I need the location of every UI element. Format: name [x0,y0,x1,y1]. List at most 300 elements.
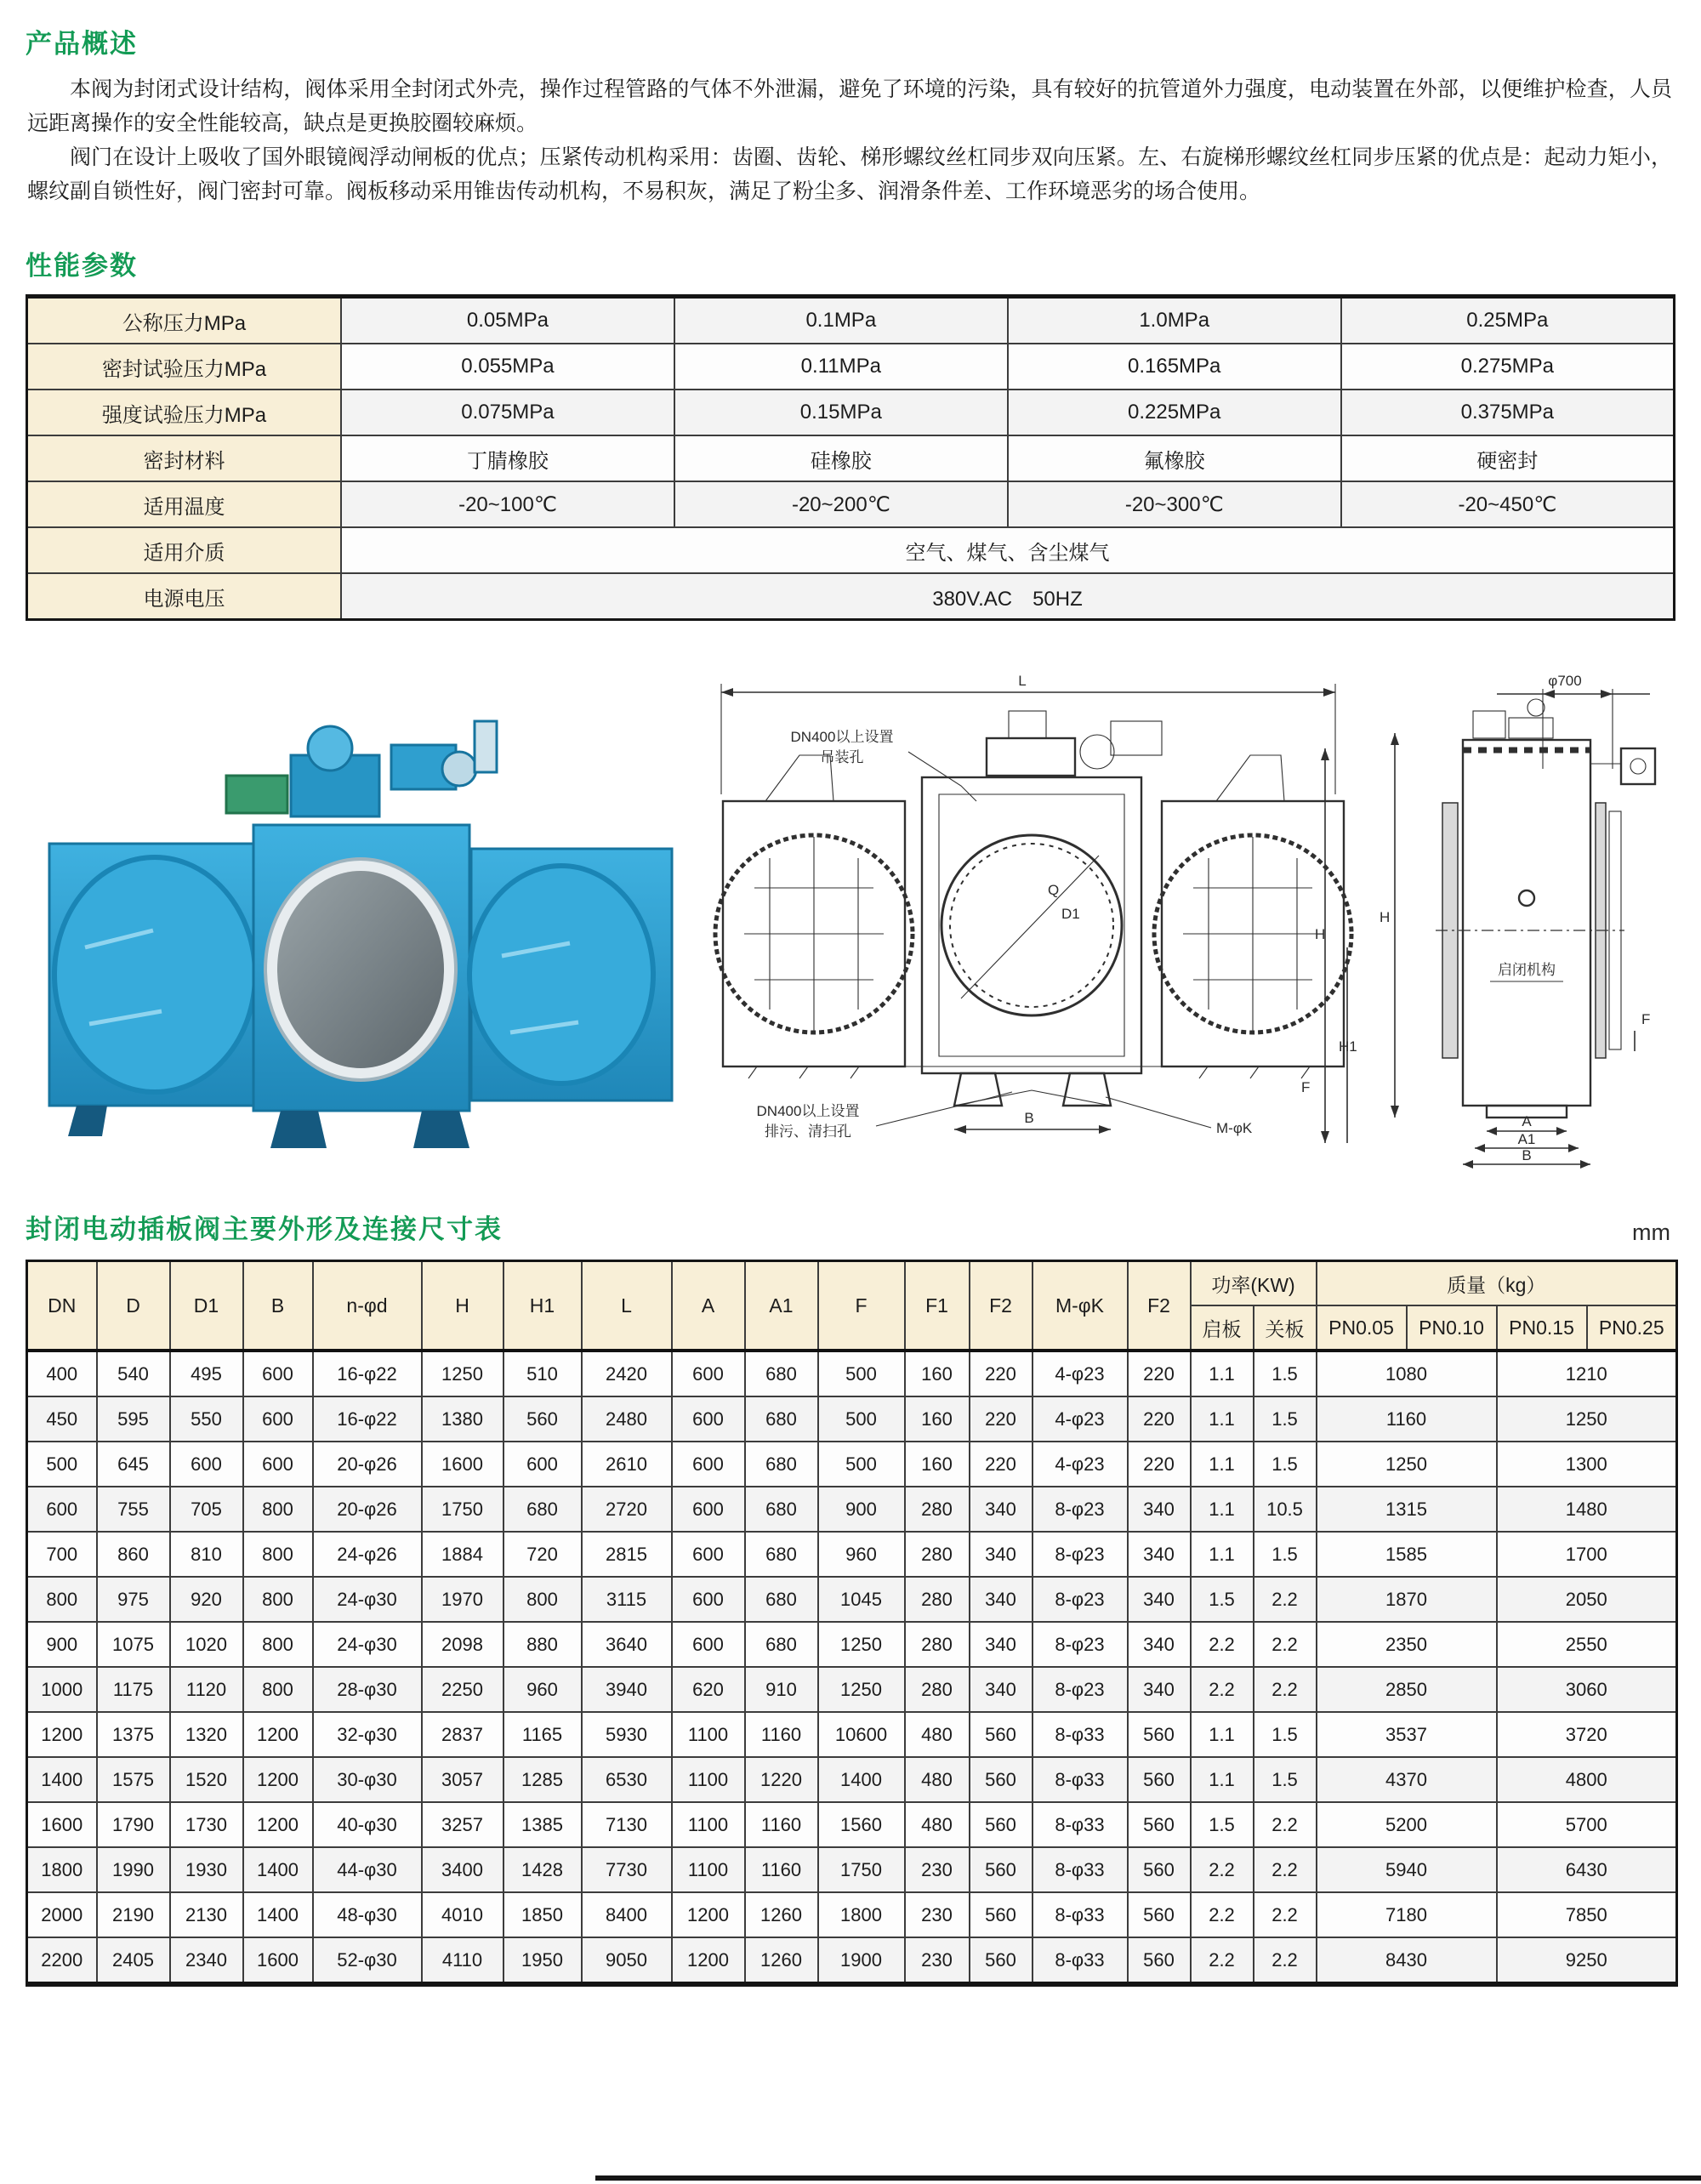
dim-cell: 1400 [243,1847,313,1892]
dim-cell: 4110 [422,1937,503,1984]
product-photo [26,667,706,1160]
dim-cell: 1250 [422,1351,503,1396]
dim-cell: 1100 [672,1757,745,1802]
dim-data-row [27,1802,1677,1847]
dim-cell: 600 [672,1396,745,1442]
dim-cell: 4-φ23 [1033,1351,1128,1396]
dim-cell: 2837 [422,1712,503,1757]
dim-group-header: 质量（kg） [1317,1261,1677,1306]
dim-cell: 560 [1128,1892,1191,1937]
dim-cell: 2.2 [1191,1892,1254,1937]
dim-cell-dn: 800 [27,1577,97,1622]
dim-cell: 40-φ30 [313,1802,422,1847]
dim-col-header: B [243,1261,313,1351]
dim-cell: 1.1 [1191,1442,1254,1487]
overview-paragraphs [27,72,1672,208]
dim-cell: 600 [672,1351,745,1396]
dim-cell: 3115 [582,1577,672,1622]
dim-cell: 280 [905,1577,970,1622]
dim-cell: 3537 [1317,1712,1497,1757]
dim-cell: 560 [503,1396,582,1442]
dim-data-row [27,1351,1677,1396]
dim-cell: 1160 [745,1802,818,1847]
dim-cell: 1200 [243,1802,313,1847]
dim-label-phi700: φ700 [1548,673,1582,689]
dim-cell: 160 [905,1396,970,1442]
dim-cell: 680 [745,1487,818,1532]
dim-cell: 495 [170,1351,243,1396]
dim-cell: 1075 [97,1622,170,1667]
dim-cell: 560 [970,1847,1033,1892]
dim-cell: 32-φ30 [313,1712,422,1757]
dim-cell: 680 [745,1351,818,1396]
perf-row [27,527,1675,573]
dim-cell-dn: 400 [27,1351,97,1396]
dim-cell: 7850 [1497,1892,1677,1937]
side-view-drawing [1361,667,1675,1169]
dim-cell: 1850 [503,1892,582,1937]
dim-cell: 2.2 [1191,1667,1254,1712]
dim-cell: 28-φ30 [313,1667,422,1712]
dim-cell: 8430 [1317,1937,1497,1984]
perf-row [27,435,1675,481]
perf-value-cell: 0.11MPa [674,344,1008,390]
dim-cell: 280 [905,1532,970,1577]
dim-cell: 960 [503,1667,582,1712]
label-D1: D1 [1061,906,1080,922]
dim-cell-dn: 500 [27,1442,97,1487]
dim-label-H: H [1315,926,1326,942]
dim-cell: 4800 [1497,1757,1677,1802]
dim-cell: 1160 [745,1712,818,1757]
dim-cell: 1400 [243,1892,313,1937]
dim-cell: 2340 [170,1937,243,1984]
dim-cell: 9250 [1497,1937,1677,1984]
dimensions-table [26,1260,1678,1987]
dim-cell: 680 [745,1532,818,1577]
dim-cell: 3257 [422,1802,503,1847]
dim-cell: 680 [745,1396,818,1442]
dim-cell: 620 [672,1667,745,1712]
dim-cell: 920 [170,1577,243,1622]
dim-cell: 560 [1128,1937,1191,1984]
valve-motor [226,776,287,813]
perf-row-label: 密封试验压力MPa [27,344,342,390]
dim-cell: 340 [970,1622,1033,1667]
overview-title: 产品概述 [26,29,138,59]
performance-table [26,294,1675,621]
dim-data-row [27,1396,1677,1442]
dim-cell: 2.2 [1254,1667,1317,1712]
dim-cell: 2.2 [1191,1847,1254,1892]
dim-cell: 1585 [1317,1532,1497,1577]
dim-cell: 280 [905,1487,970,1532]
dim-col-header: A1 [745,1261,818,1351]
dim-cell: 1315 [1317,1487,1497,1532]
valve-left-door [54,857,255,1092]
side-dim-B: B [1522,1147,1532,1163]
front-note-top-1: DN400以上设置 [790,729,894,745]
dim-cell: 800 [243,1532,313,1577]
dim-cell: 220 [1128,1442,1191,1487]
dim-cell: 10.5 [1254,1487,1317,1532]
dim-cell: 2350 [1317,1622,1497,1667]
footer-rule [595,2175,1701,2181]
dim-cell-dn: 600 [27,1487,97,1532]
dim-cell: 1200 [243,1712,313,1757]
dim-cell: 560 [1128,1847,1191,1892]
dim-label-H1: H1 [1339,1038,1357,1055]
dim-cell: 800 [243,1622,313,1667]
dim-cell: 1100 [672,1847,745,1892]
dim-cell: 16-φ22 [313,1351,422,1396]
dim-data-row [27,1937,1677,1984]
dim-cell: 1.1 [1191,1487,1254,1532]
perf-value-cell: 氟橡胶 [1008,435,1341,481]
dim-cell: 480 [905,1757,970,1802]
dim-cell: 44-φ30 [313,1847,422,1892]
performance-title: 性能参数 [26,251,138,281]
dim-subcol-header: 启板 [1191,1305,1254,1351]
perf-value-cell: 0.075MPa [341,390,674,435]
dim-cell: 1.5 [1254,1442,1317,1487]
side-dim-A: A [1522,1113,1532,1129]
dim-cell: 1970 [422,1577,503,1622]
perf-row-label: 适用温度 [27,481,342,527]
dim-cell: 2850 [1317,1667,1497,1712]
dim-cell: 2720 [582,1487,672,1532]
dim-cell: 1.5 [1254,1351,1317,1396]
perf-row-label: 强度试验压力MPa [27,390,342,435]
dim-cell: 8-φ33 [1033,1847,1128,1892]
dim-cell: 1700 [1497,1532,1677,1577]
dim-cell: 1.5 [1191,1802,1254,1847]
dim-cell: 1260 [745,1892,818,1937]
label-M-phiK: M-φK [1216,1120,1253,1136]
dim-cell: 1160 [745,1847,818,1892]
dim-cell: 680 [745,1622,818,1667]
dim-data-row [27,1487,1677,1532]
dim-cell: 2.2 [1254,1937,1317,1984]
dim-cell: 800 [243,1667,313,1712]
dim-cell: 3060 [1497,1667,1677,1712]
dim-cell: 1100 [672,1712,745,1757]
dim-cell: 1884 [422,1532,503,1577]
dim-cell: 1045 [818,1577,905,1622]
dim-group-header: 功率(KW) [1191,1261,1317,1306]
dim-cell-dn: 2200 [27,1937,97,1984]
dim-cell: 600 [503,1442,582,1487]
dim-cell: 680 [745,1577,818,1622]
dim-cell: 2190 [97,1892,170,1937]
dim-cell: 1.5 [1254,1712,1317,1757]
dim-cell: 1.5 [1254,1396,1317,1442]
dim-cell-dn: 450 [27,1396,97,1442]
dim-cell: 550 [170,1396,243,1442]
dim-cell: 1385 [503,1802,582,1847]
dim-cell: 880 [503,1622,582,1667]
dim-cell: 560 [970,1712,1033,1757]
dim-cell: 1950 [503,1937,582,1984]
dim-col-header: F2 [970,1261,1033,1351]
dim-cell: 8-φ33 [1033,1937,1128,1984]
dim-col-header: n-φd [313,1261,422,1351]
dim-cell: 500 [818,1396,905,1442]
dim-cell: 220 [1128,1396,1191,1442]
dim-cell: 560 [1128,1712,1191,1757]
dim-cell: 3400 [422,1847,503,1892]
perf-row [27,297,1675,344]
dim-cell: 1428 [503,1847,582,1892]
dim-cell: 1790 [97,1802,170,1847]
perf-value-cell: 0.055MPa [341,344,674,390]
perf-row-label: 电源电压 [27,573,342,620]
dim-cell: 5940 [1317,1847,1497,1892]
dim-cell: 8-φ23 [1033,1667,1128,1712]
dim-cell: 560 [970,1802,1033,1847]
dim-cell: 720 [503,1532,582,1577]
overview-paragraph-2: 阀门在设计上吸收了国外眼镜阀浮动闸板的优点；压紧传动机构采用：齿圈、齿轮、梯形螺纹丝杠同步双向压紧。左、右旋梯形螺纹丝杠同步压紧的优点是：起动力矩小，螺纹副自锁性好，阀门密封可靠。阀板移动采用锥齿传动机构，不易积灰，满足了粉尘多、润滑条件差、工作环境恶劣的场合使用。 [27,145,1672,203]
dim-cell: 1375 [97,1712,170,1757]
dim-cell: 7730 [582,1847,672,1892]
dim-cell: 1.1 [1191,1351,1254,1396]
dim-cell: 900 [818,1487,905,1532]
perf-value-cell: 0.05MPa [341,297,674,344]
dim-cell: 1100 [672,1802,745,1847]
perf-value-cell: -20~200℃ [674,481,1008,527]
dim-cell: 2.2 [1254,1847,1317,1892]
dim-cell: 1260 [745,1937,818,1984]
side-dim-A1: A1 [1517,1131,1536,1147]
dim-label-B: B [1024,1110,1034,1126]
dim-cell: 8-φ23 [1033,1622,1128,1667]
dim-cell: 600 [672,1487,745,1532]
dim-cell: 4-φ23 [1033,1442,1128,1487]
dim-cell: 2550 [1497,1622,1677,1667]
dim-cell: 1600 [422,1442,503,1487]
dim-cell: 8400 [582,1892,672,1937]
dim-cell: 220 [970,1351,1033,1396]
dim-col-header: M-φK [1033,1261,1128,1351]
dim-cell: 600 [672,1442,745,1487]
dim-cell: 1250 [818,1622,905,1667]
dim-cell: 24-φ26 [313,1532,422,1577]
dim-cell: 2098 [422,1622,503,1667]
dim-col-header: H1 [503,1261,582,1351]
dim-cell: 340 [970,1487,1033,1532]
dim-cell: 340 [1128,1667,1191,1712]
dim-cell: 8-φ23 [1033,1532,1128,1577]
dim-cell: 52-φ30 [313,1937,422,1984]
dim-cell: 1800 [818,1892,905,1937]
dim-cell: 560 [970,1892,1033,1937]
dim-cell: 1600 [243,1937,313,1984]
dim-cell-dn: 2000 [27,1892,97,1937]
dim-cell: 3720 [1497,1712,1677,1757]
dim-cell: 510 [503,1351,582,1396]
dim-cell: 340 [1128,1622,1191,1667]
dim-header-row [27,1261,1677,1306]
dim-cell: 220 [970,1442,1033,1487]
side-mech-label: 启闭机构 [1498,962,1556,978]
dim-cell: 1750 [422,1487,503,1532]
front-note-top-2: 吊装孔 [820,749,864,765]
dim-cell: 1480 [1497,1487,1677,1532]
dim-cell: 2250 [422,1667,503,1712]
dim-cell: 20-φ26 [313,1442,422,1487]
dim-cell: 340 [970,1577,1033,1622]
dim-cell: 8-φ33 [1033,1757,1128,1802]
dim-cell: 1560 [818,1802,905,1847]
dim-cell: 1200 [672,1937,745,1984]
perf-row [27,481,1675,527]
dim-cell: 8-φ23 [1033,1487,1128,1532]
dim-cell: 1870 [1317,1577,1497,1622]
dim-cell: 7130 [582,1802,672,1847]
dim-cell: 1250 [1317,1442,1497,1487]
dim-data-row [27,1757,1677,1802]
dim-cell: 680 [745,1442,818,1487]
dim-data-row [27,1667,1677,1712]
dim-cell-dn: 1200 [27,1712,97,1757]
dim-cell: 600 [672,1532,745,1577]
dim-cell: 645 [97,1442,170,1487]
dim-cell: 48-φ30 [313,1892,422,1937]
dim-cell: 1520 [170,1757,243,1802]
perf-value-cell: 0.1MPa [674,297,1008,344]
dim-label-L: L [1018,673,1027,689]
side-dim-label-H: H [1380,909,1391,925]
dim-cell-dn: 700 [27,1532,97,1577]
dim-cell: 560 [1128,1757,1191,1802]
perf-row-label: 公称压力MPa [27,297,342,344]
dim-cell: 2.2 [1191,1937,1254,1984]
dim-cell: 800 [243,1487,313,1532]
valve-leg [68,1106,107,1136]
unit-label: mm [1632,1220,1670,1245]
front-note-bottom-1: DN400以上设置 [756,1103,860,1119]
dim-cell: 680 [503,1487,582,1532]
dim-col-header: F2 [1128,1261,1191,1351]
dim-cell: 1.1 [1191,1532,1254,1577]
perf-value-cell: 0.275MPa [1341,344,1675,390]
dim-cell: 1175 [97,1667,170,1712]
dim-cell: 30-φ30 [313,1757,422,1802]
dim-cell: 220 [970,1396,1033,1442]
dim-cell: 1250 [1497,1396,1677,1442]
dim-cell: 2.2 [1254,1802,1317,1847]
dim-cell: 1.1 [1191,1757,1254,1802]
dim-col-header: D1 [170,1261,243,1351]
dim-cell: 500 [818,1442,905,1487]
dim-cell: 1750 [818,1847,905,1892]
dim-cell: 910 [745,1667,818,1712]
dim-cell: 1210 [1497,1351,1677,1396]
dim-col-header: F [818,1261,905,1351]
dim-cell: 1.5 [1254,1757,1317,1802]
perf-value-cell: 0.375MPa [1341,390,1675,435]
dim-cell: 220 [1128,1351,1191,1396]
dim-cell: 1990 [97,1847,170,1892]
dim-cell: 1200 [672,1892,745,1937]
dim-cell: 2480 [582,1396,672,1442]
dim-cell: 1250 [818,1667,905,1712]
dim-cell: 1380 [422,1396,503,1442]
dim-cell: 600 [672,1622,745,1667]
dim-cell: 280 [905,1667,970,1712]
dim-cell: 560 [1128,1802,1191,1847]
perf-row-label: 适用介质 [27,527,342,573]
dim-cell: 340 [1128,1532,1191,1577]
valve-handwheel [308,726,352,771]
dim-cell: 1900 [818,1937,905,1984]
dim-col-header: D [97,1261,170,1351]
dim-cell: 4010 [422,1892,503,1937]
dim-cell: 1285 [503,1757,582,1802]
dim-cell: 540 [97,1351,170,1396]
front-note-bottom-2: 排污、清扫孔 [765,1123,851,1140]
figures-strip [26,667,1675,1169]
dim-cell: 705 [170,1487,243,1532]
dim-cell: 2130 [170,1892,243,1937]
dim-cell: 960 [818,1532,905,1577]
dim-cell: 755 [97,1487,170,1532]
perf-value-cell: 0.15MPa [674,390,1008,435]
perf-value-cell: 硬密封 [1341,435,1675,481]
valve-right-door [469,866,653,1083]
dim-data-row [27,1577,1677,1622]
dim-cell: 975 [97,1577,170,1622]
dim-cell: 2420 [582,1351,672,1396]
dim-cell: 860 [97,1532,170,1577]
dim-cell: 1200 [243,1757,313,1802]
dim-cell: 1300 [1497,1442,1677,1487]
dim-cell: 1.1 [1191,1396,1254,1442]
dim-cell: 600 [170,1442,243,1487]
dim-subcol-header: PN0.05 [1317,1305,1407,1351]
dim-cell: 160 [905,1351,970,1396]
dim-cell: 2.2 [1191,1622,1254,1667]
dim-cell: 24-φ30 [313,1577,422,1622]
dim-col-header: L [582,1261,672,1351]
dim-cell: 1080 [1317,1351,1497,1396]
perf-value-cell: 空气、煤气、含尘煤气 [341,527,1675,573]
perf-value-cell: -20~300℃ [1008,481,1341,527]
dim-cell: 1160 [1317,1396,1497,1442]
dim-cell: 800 [503,1577,582,1622]
dim-label-F: F [1301,1079,1311,1095]
dim-cell: 16-φ22 [313,1396,422,1442]
dim-data-row [27,1892,1677,1937]
valve-leg [413,1111,469,1148]
dim-cell: 160 [905,1442,970,1487]
perf-value-cell: -20~100℃ [341,481,674,527]
dim-cell: 8-φ23 [1033,1577,1128,1622]
dim-cell: 1730 [170,1802,243,1847]
dim-subcol-header: PN0.10 [1407,1305,1497,1351]
dim-cell: 1120 [170,1667,243,1712]
overview-paragraph-1: 本阀为封闭式设计结构，阀体采用全封闭式外壳，操作过程管路的气体不外泄漏，避免了环境的污染，具有较好的抗管道外力强度，电动装置在外部，以便维护检查，人员远距离操作的安全性能较高，缺点是更换胶圈较麻烦。 [27,77,1672,135]
dim-cell: 1575 [97,1757,170,1802]
dim-cell: 6430 [1497,1847,1677,1892]
perf-value-cell: 0.225MPa [1008,390,1341,435]
dim-data-row [27,1622,1677,1667]
dim-cell: 9050 [582,1937,672,1984]
perf-value-cell: 硅橡胶 [674,435,1008,481]
valve-leg [270,1111,327,1148]
dim-cell: 1400 [818,1757,905,1802]
front-view-drawing [706,667,1361,1169]
